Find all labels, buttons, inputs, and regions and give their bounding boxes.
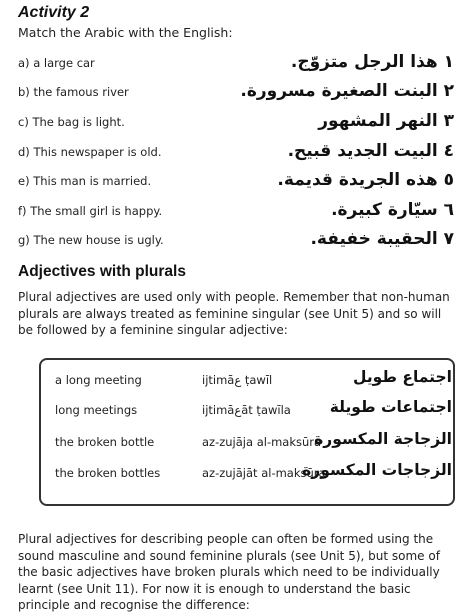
example-arabic: اجتماعات طويلة — [329, 398, 452, 416]
example-transliteration: az-zujājāt al-maksūra — [202, 466, 326, 480]
activity-instruction: Match the Arabic with the English: — [18, 25, 233, 40]
match-row — [0, 52, 472, 76]
english-item: b) the famous river — [18, 85, 129, 99]
intro-paragraph: Plural adjectives are used only with people. Remember that non-human plurals are always treated as feminine singular (see Unit 5) and so will be followed by a feminine singular adjective: — [18, 290, 450, 337]
example-english: the broken bottle — [55, 435, 155, 449]
example-english: long meetings — [55, 403, 138, 417]
match-row — [0, 141, 472, 165]
example-row — [0, 430, 472, 456]
example-transliteration: az-zujāja al-maksūra — [202, 435, 322, 449]
match-row — [0, 229, 472, 253]
arabic-item: ٢ البنت الصغيرة مسرورة. — [240, 81, 454, 101]
english-item: f) The small girl is happy. — [18, 204, 163, 218]
match-row — [0, 170, 472, 194]
arabic-item: ٥ هذه الجريدة قديمة. — [277, 170, 454, 190]
activity-title: Activity 2 — [18, 4, 90, 21]
example-row — [0, 368, 472, 394]
closing-paragraph: Plural adjectives for describing people can often be formed using the sound masculine and sound feminine plurals (see Unit 5), but some of the basic adjectives have broken plurals which need to be individually learnt (see Unit 11). For now it is enough to understand the basic principle and recognise the difference: — [18, 532, 440, 612]
example-row — [0, 398, 472, 424]
example-english: a long meeting — [55, 373, 142, 387]
english-item: c) The bag is light. — [18, 115, 125, 129]
section-heading: Adjectives with plurals — [18, 263, 186, 280]
arabic-item: ٧ الحقيبة خفيفة. — [310, 229, 454, 249]
example-english: the broken bottles — [55, 466, 161, 480]
example-arabic: اجتماع طويل — [353, 368, 452, 386]
english-item: d) This newspaper is old. — [18, 145, 162, 159]
arabic-item: ٤ البيت الجديد قبيح. — [287, 141, 454, 161]
example-transliteration: ijtimāع ṭawīl — [202, 373, 273, 387]
match-row — [0, 200, 472, 224]
arabic-item: ٦ سيّارة كبيرة. — [331, 200, 454, 220]
example-row — [0, 461, 472, 487]
example-arabic: الزجاجات المكسورة — [302, 461, 452, 479]
arabic-item: ٣ النهر المشهور — [318, 111, 454, 131]
match-row — [0, 81, 472, 105]
english-item: e) This man is married. — [18, 174, 152, 188]
english-item: g) The new house is ugly. — [18, 233, 164, 247]
example-arabic: الزجاجة المكسورة — [314, 430, 452, 448]
match-row — [0, 111, 472, 135]
example-transliteration: ijtimāعāt ṭawīla — [202, 403, 291, 417]
english-item: a) a large car — [18, 56, 95, 70]
arabic-item: ١ هذا الرجل متزوّج. — [290, 52, 454, 72]
